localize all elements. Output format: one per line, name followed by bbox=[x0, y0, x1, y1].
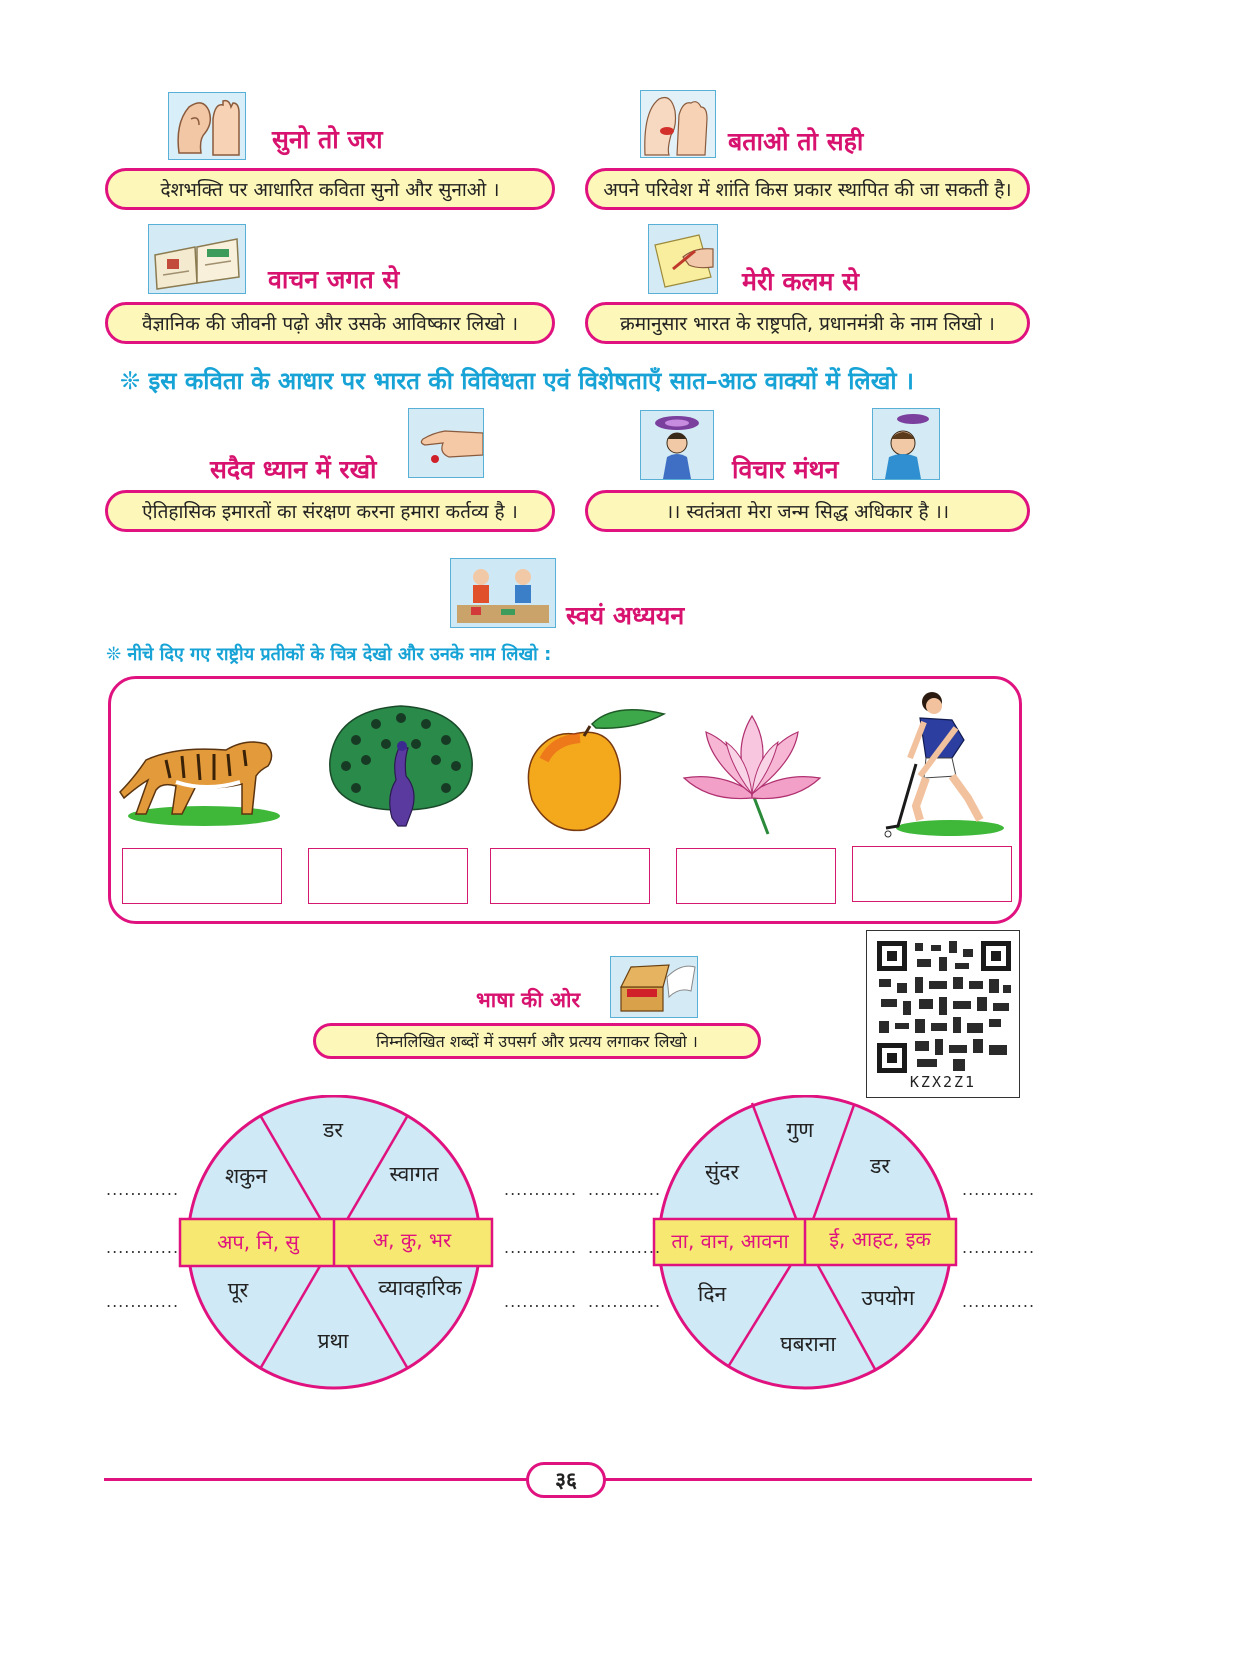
wheel2-word: सुंदर bbox=[705, 1160, 739, 1184]
self-study-instruction: ❊ नीचे दिए गए राष्ट्रीय प्रतीकों के चित्र देखो और उनके नाम लिखो : bbox=[106, 644, 552, 665]
word-wheel-2 bbox=[652, 1095, 962, 1395]
write-heading: मेरी कलम से bbox=[742, 267, 860, 296]
wheel2-word: डर bbox=[870, 1154, 890, 1178]
answer-box-hockey[interactable] bbox=[852, 846, 1012, 902]
wheel2-word: घबराना bbox=[780, 1332, 836, 1356]
wheel1-word: शकुन bbox=[224, 1164, 268, 1188]
remember-text: ऐतिहासिक इमारतों का संरक्षण करना हमारा कर्तव्य है । bbox=[105, 490, 555, 532]
answer-dots[interactable]: ............ bbox=[962, 1292, 1036, 1311]
qr-code[interactable] bbox=[866, 930, 1020, 1098]
wheel2-word: गुण bbox=[786, 1118, 814, 1142]
answer-dots[interactable]: ............ bbox=[504, 1238, 578, 1257]
tell-heading: बताओ तो सही bbox=[728, 127, 864, 156]
answer-dots[interactable]: ............ bbox=[588, 1292, 662, 1311]
thought-text: ।। स्वतंत्रता मेरा जन्म सिद्ध अधिकार है ।। bbox=[585, 490, 1030, 532]
wheel2-word: दिन bbox=[697, 1282, 727, 1306]
read-instruction: वैज्ञानिक की जीवनी पढ़ो और उसके आविष्कार लिखो । bbox=[105, 302, 555, 344]
remember-heading: सदैव ध्यान में रखो bbox=[210, 455, 377, 484]
wheel2-word: उपयोग bbox=[861, 1286, 915, 1310]
tiger-image bbox=[116, 720, 280, 834]
write-instruction: क्रमानुसार भारत के राष्ट्रपति, प्रधानमंत्री के नाम लिखो । bbox=[585, 302, 1030, 344]
open-book-icon bbox=[148, 224, 246, 294]
speaking-face-icon bbox=[640, 90, 716, 158]
wheel1-word: स्वागत bbox=[389, 1162, 439, 1186]
wheel2-left-affixes: ता, वान, आवना bbox=[671, 1229, 789, 1253]
answer-dots[interactable]: ............ bbox=[588, 1180, 662, 1199]
lotus-image bbox=[680, 712, 824, 840]
language-instruction: निम्नलिखित शब्दों में उपसर्ग और प्रत्यय लगाकर लिखो । bbox=[313, 1023, 761, 1059]
wheel1-prefixes: अप, नि, सु bbox=[217, 1230, 299, 1254]
peacock-image bbox=[326, 700, 476, 834]
wheel1-word: प्रथा bbox=[317, 1329, 349, 1353]
answer-box-lotus[interactable] bbox=[676, 848, 836, 904]
answer-box-mango[interactable] bbox=[490, 848, 650, 904]
language-heading: भाषा की ओर bbox=[476, 988, 581, 1012]
answer-dots[interactable]: ............ bbox=[106, 1292, 180, 1311]
wheel1-word: व्यावहारिक bbox=[378, 1276, 462, 1300]
listen-instruction: देशभक्ति पर आधारित कविता सुनो और सुनाओ । bbox=[105, 168, 555, 210]
wheel2-right-affixes: ई, आहट, इक bbox=[829, 1227, 931, 1251]
answer-dots[interactable]: ............ bbox=[504, 1292, 578, 1311]
children-studying-icon bbox=[450, 558, 556, 628]
tell-instruction: अपने परिवेश में शांति किस प्रकार स्थापित की जा सकती है। bbox=[585, 168, 1030, 210]
word-wheel-1 bbox=[176, 1095, 496, 1395]
answer-dots[interactable]: ............ bbox=[962, 1238, 1036, 1257]
answer-dots[interactable]: ............ bbox=[106, 1238, 180, 1257]
thinking-girl-icon bbox=[640, 410, 714, 480]
wheel1-word: डर bbox=[323, 1118, 343, 1142]
answer-dots[interactable]: ............ bbox=[504, 1180, 578, 1199]
read-heading: वाचन जगत से bbox=[268, 265, 400, 294]
answer-dots[interactable]: ............ bbox=[588, 1238, 662, 1257]
treasure-chest-icon bbox=[610, 956, 698, 1018]
self-study-heading: स्वयं अध्ययन bbox=[566, 601, 685, 630]
pointing-hand-icon bbox=[408, 408, 484, 478]
listen-heading: सुनो तो जरा bbox=[272, 125, 383, 154]
pen-writing-icon bbox=[648, 224, 718, 294]
ear-listen-icon bbox=[168, 92, 246, 160]
answer-box-tiger[interactable] bbox=[122, 848, 282, 904]
main-instruction: ❊ इस कविता के आधार पर भारत की विविधता एवं विशेषताएँ सात–आठ वाक्यों में लिखो । bbox=[120, 367, 914, 395]
thinking-boy-icon bbox=[872, 408, 940, 480]
answer-dots[interactable]: ............ bbox=[962, 1180, 1036, 1199]
qr-code-label: KZX2Z1 bbox=[909, 1073, 977, 1091]
thought-heading: विचार मंथन bbox=[732, 455, 839, 484]
hockey-player-image bbox=[880, 688, 1004, 846]
answer-box-peacock[interactable] bbox=[308, 848, 468, 904]
mango-image bbox=[524, 700, 670, 838]
wheel1-word: पूर bbox=[227, 1278, 249, 1302]
page-number: ३६ bbox=[526, 1462, 606, 1498]
wheel1-suffixes: अ, कु, भर bbox=[372, 1228, 452, 1252]
answer-dots[interactable]: ............ bbox=[106, 1180, 180, 1199]
